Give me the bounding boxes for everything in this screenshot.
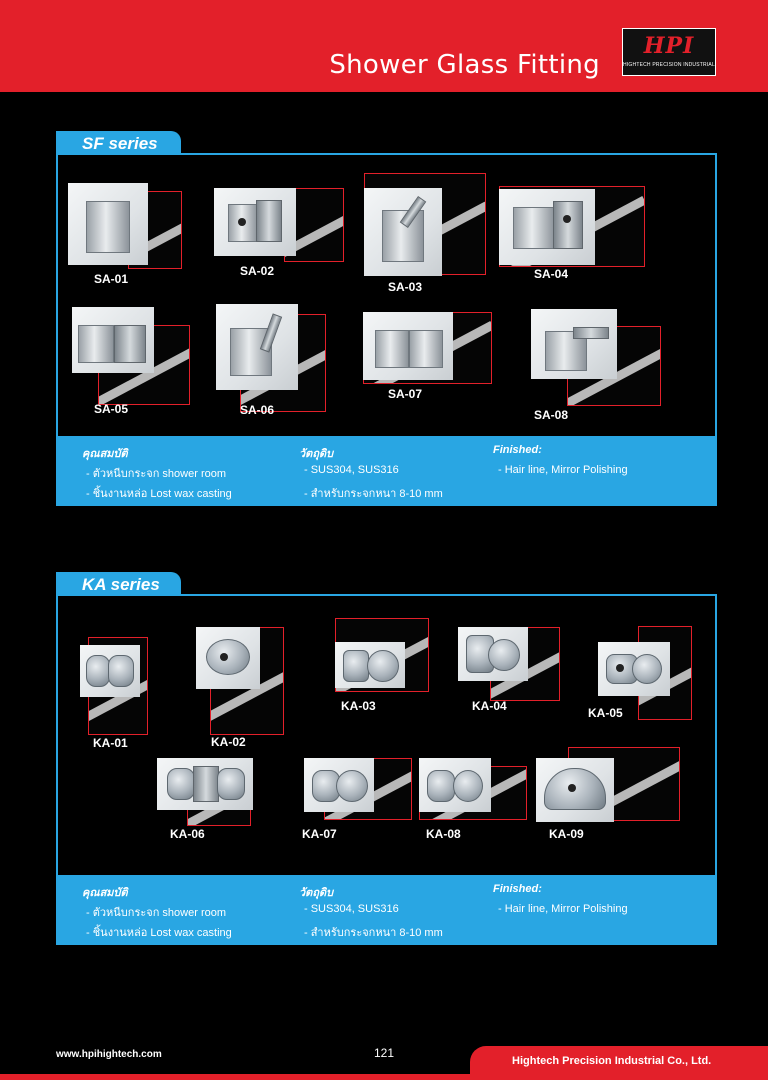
clamp-shape bbox=[86, 201, 130, 253]
website-link[interactable]: www.hpihightech.com bbox=[56, 1049, 162, 1060]
page-title: Shower Glass Fitting bbox=[329, 50, 600, 80]
clamp-shape bbox=[573, 327, 609, 339]
product-photo bbox=[68, 183, 148, 265]
product-photo bbox=[157, 758, 253, 810]
clamp-shape bbox=[114, 325, 146, 363]
product-photo bbox=[80, 645, 140, 697]
product-photo bbox=[364, 188, 442, 276]
screw-hole bbox=[238, 218, 246, 226]
footer-red-line bbox=[0, 1074, 768, 1080]
product-photo bbox=[216, 304, 298, 390]
product-photo bbox=[363, 312, 453, 380]
clamp-shape bbox=[409, 330, 443, 368]
product-photo bbox=[536, 758, 614, 822]
property-line: - ชิ้นงานหล่อ Lost wax casting bbox=[86, 927, 232, 939]
finished-line: - Hair line, Mirror Polishing bbox=[498, 464, 628, 476]
product-photo bbox=[419, 758, 491, 812]
ka-info-bar bbox=[56, 875, 717, 945]
knob-shape bbox=[632, 654, 662, 684]
clamp-shape bbox=[513, 207, 555, 249]
product-label: KA-01 bbox=[93, 736, 128, 750]
property-line: - ชิ้นงานหล่อ Lost wax casting bbox=[86, 488, 232, 500]
page-header bbox=[0, 0, 768, 92]
product-photo bbox=[458, 627, 528, 681]
company-name: Hightech Precision Industrial Co., Ltd. bbox=[512, 1055, 712, 1067]
knob-shape bbox=[453, 770, 483, 802]
product-label: SA-03 bbox=[388, 280, 423, 294]
sf-series-section bbox=[56, 131, 717, 506]
product-photo bbox=[335, 642, 405, 688]
finished-heading: Finished: bbox=[493, 444, 542, 456]
hpi-logo bbox=[622, 28, 716, 76]
clamp-shape bbox=[553, 201, 583, 249]
product-label: SA-07 bbox=[388, 387, 423, 401]
property-line: - ตัวหนีบกระจก shower room bbox=[86, 907, 227, 919]
screw-hole bbox=[563, 215, 571, 223]
product-label: SA-05 bbox=[94, 402, 129, 416]
ka-series-tab bbox=[56, 572, 181, 596]
material-heading: วัตถุดิบ bbox=[299, 887, 334, 899]
ka-series-title: KA series bbox=[82, 575, 160, 594]
logo-mark: HPI bbox=[643, 33, 695, 59]
product-photo bbox=[598, 642, 670, 696]
material-line: - สำหรับกระจกหนา 8-10 mm bbox=[304, 488, 443, 500]
material-line: - สำหรับกระจกหนา 8-10 mm bbox=[304, 927, 443, 939]
material-heading: วัตถุดิบ bbox=[299, 448, 334, 460]
knob-shape bbox=[217, 768, 245, 800]
product-label: KA-04 bbox=[472, 699, 507, 713]
product-photo bbox=[499, 189, 595, 265]
screw-hole bbox=[568, 784, 576, 792]
sf-info-bar bbox=[56, 436, 717, 506]
knob-shape bbox=[108, 655, 134, 687]
material-line: - SUS304, SUS316 bbox=[304, 464, 399, 476]
screw-hole bbox=[616, 664, 624, 672]
properties-heading: คุณสมบัติ bbox=[82, 887, 128, 899]
clamp-shape bbox=[256, 200, 282, 242]
knob-shape bbox=[206, 639, 250, 675]
finished-heading: Finished: bbox=[493, 883, 542, 895]
product-photo bbox=[196, 627, 260, 689]
properties-heading: คุณสมบัติ bbox=[82, 448, 128, 460]
knob-shape bbox=[343, 650, 369, 682]
bracket-shape bbox=[193, 766, 219, 802]
product-label: SA-04 bbox=[534, 267, 569, 281]
product-label: KA-07 bbox=[302, 827, 337, 841]
product-photo bbox=[214, 188, 296, 256]
product-label: SA-01 bbox=[94, 272, 129, 286]
screw-hole bbox=[220, 653, 228, 661]
logo-subtitle: HIGHTECH PRECISION INDUSTRIAL bbox=[623, 62, 715, 68]
sf-series-title: SF series bbox=[82, 134, 158, 153]
finished-line: - Hair line, Mirror Polishing bbox=[498, 903, 628, 915]
product-label: KA-08 bbox=[426, 827, 461, 841]
material-line: - SUS304, SUS316 bbox=[304, 903, 399, 915]
sf-series-tab bbox=[56, 131, 181, 155]
product-label: KA-06 bbox=[170, 827, 205, 841]
product-photo bbox=[72, 307, 154, 373]
product-photo bbox=[304, 758, 374, 812]
product-label: KA-05 bbox=[588, 706, 623, 720]
clamp-shape bbox=[78, 325, 114, 363]
product-label: SA-06 bbox=[240, 403, 275, 417]
page-number: 121 bbox=[374, 1046, 395, 1060]
product-label: KA-09 bbox=[549, 827, 584, 841]
knob-shape bbox=[86, 655, 110, 687]
knob-shape bbox=[488, 639, 520, 671]
product-label: SA-08 bbox=[534, 408, 569, 422]
knob-shape bbox=[167, 768, 195, 800]
knob-shape bbox=[427, 770, 455, 802]
product-photo bbox=[531, 309, 617, 379]
knob-shape bbox=[367, 650, 399, 682]
ka-series-section bbox=[56, 572, 717, 946]
property-line: - ตัวหนีบกระจก shower room bbox=[86, 468, 227, 480]
product-label: KA-02 bbox=[211, 735, 246, 749]
product-label: SA-02 bbox=[240, 264, 275, 278]
clamp-shape bbox=[375, 330, 409, 368]
product-label: KA-03 bbox=[341, 699, 376, 713]
knob-shape bbox=[336, 770, 368, 802]
